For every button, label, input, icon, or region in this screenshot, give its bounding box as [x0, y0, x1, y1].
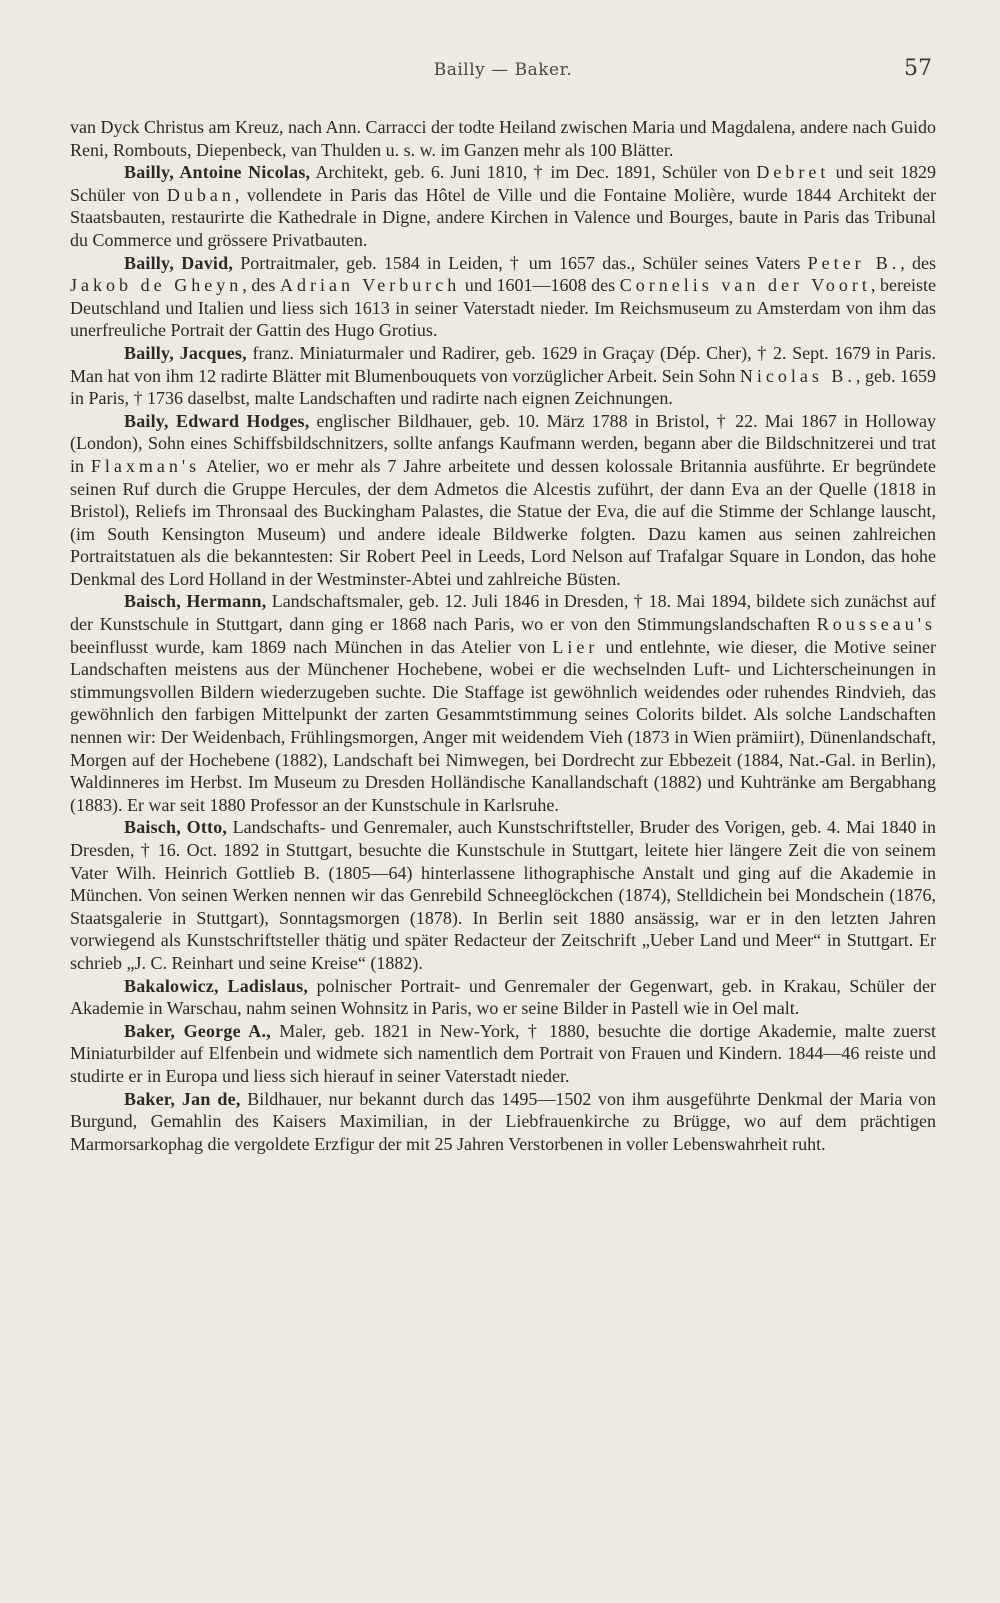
- spaced-name: Debret: [756, 162, 830, 183]
- entry-text: Maler, geb. 1821 in New-York, † 1880, besuchte die dortige Akademie, malte zuerst Miniaturbilder auf Elfenbein und widmete sich namentlich dem Portrait von Frauen und Kindern. 1844—46 reiste und studirte er in Europa und liess sich hierauf in seiner Vaterstadt nieder.: [70, 1020, 936, 1086]
- entry-text: und 1601—1608 des: [460, 275, 620, 296]
- entry-text: und entlehnte, wie dieser, die Motive seiner Landschaften meistens aus der Münchener Hochebene, wobei er die wechselnden Luft- und Lichterscheinungen in stimmungsvollen Bildern wiederzugeben suchte. Die Staffage ist gewöhnlich weidendes oder ruhendes Rindvieh, das gewöhnlich den farbigen Mittelpunkt der zarten Gesammtstimmung seines Colorits bildet. Als solche Landschaften nennen wir: Der Weidenbach, Frühlingsmorgen, Anger mit weidendem Vieh (1873 in Wien prämiirt), Dünenlandschaft, Morgen auf der Hochebene (1882), Landschaft bei Nimwegen, bei Dordrecht zur Ebbezeit (1884, Nat.-Gal. in Berlin), Waldinneres im Herbst. Im Museum zu Dresden Holländische Kanallandschaft (1882) und Kuhtränke am Bergabhang (1883). Er war seit 1880 Professor an der Kunstschule in Karlsruhe.: [70, 636, 936, 815]
- lexicon-entry: [70, 1088, 936, 1156]
- lexicon-entry: [70, 816, 936, 974]
- entry-text: Portraitmaler, geb. 1584 in Leiden, † um 1657 das., Schüler seines Vaters: [233, 252, 808, 273]
- entry-headword: Bakalowicz, Ladislaus,: [124, 975, 309, 996]
- spaced-name: Adrian Verburch: [279, 275, 461, 296]
- lexicon-entry: [70, 342, 936, 410]
- lexicon-entry: [70, 590, 936, 816]
- lexicon-entry: [70, 161, 936, 251]
- entry-headword: Baisch, Otto,: [124, 817, 228, 838]
- entry-headword: Baisch, Hermann,: [124, 591, 267, 612]
- spaced-name: Cornelis van der Voort: [619, 275, 871, 296]
- entry-text: beeinflusst wurde, kam 1869 nach München in das Atelier von: [70, 636, 553, 657]
- entry-headword: Baker, Jan de,: [124, 1088, 241, 1109]
- entry-text: Bildhauer, nur bekannt durch das 1495—1502 von ihm ausgeführte Denkmal der Maria von Burgund, Gemahlin des Kaisers Maximilian, in der Liebfrauenkirche zu Brügge, wo auf dem prächtigen Marmorsarkophag die vergoldete Erzfigur der mit 25 Jahren Verstorbenen in voller Lebenswahrheit ruht.: [70, 1088, 937, 1154]
- continued-text: [70, 116, 936, 161]
- entry-headword: Baily, Edward Hodges,: [124, 410, 310, 431]
- entry-headword: Bailly, Antoine Nicolas,: [124, 162, 311, 183]
- spaced-name: Nicolas B.: [739, 365, 856, 386]
- spaced-name: Duban: [166, 184, 235, 205]
- entry-text: , des: [242, 275, 280, 296]
- article-body: [70, 116, 936, 1155]
- entry-text: polnischer Portrait- und Genremaler der Gegenwart, geb. in Krakau, Schüler der Akademie in Warschau, nahm seinen Wohnsitz in Paris, wo er seine Bilder in Pastell wie in Oel malt.: [70, 975, 936, 1019]
- spaced-name: Lier: [552, 636, 599, 657]
- spaced-name: Jakob de Gheyn: [70, 275, 243, 296]
- entry-text: van Dyck Christus am Kreuz, nach Ann. Carracci der todte Heiland zwischen Maria und Magdalena, andere nach Guido Reni, Rombouts, Diepenbeck, van Thulden u. s. w. im Ganzen mehr als 100 Blätter.: [70, 117, 936, 160]
- lexicon-entry: [70, 410, 936, 591]
- entry-text: englischer Bildhauer, geb. 10. März 1788 in Bristol, † 22. Mai 1867 in Holloway (London), Sohn eines Schiffsbildschnitzers, sollte anfangs Kaufmann werden, begann aber die Bildschnitzerei und trat in: [70, 410, 936, 476]
- entry-text: , vollendete in Paris das Hôtel de Ville und die Fontaine Molière, wurde 1844 Architekt der Staatsbauten, restaurirte die Kathedrale in Digne, andere Kirchen in Valence und Bourges, baute in Paris das Tribunal du Commerce und grössere Privatbauten.: [70, 184, 936, 250]
- lexicon-entry: [70, 252, 936, 342]
- entry-text: , des: [900, 252, 936, 273]
- spaced-name: Flaxman's: [90, 455, 201, 476]
- entry-text: Landschaftsmaler, geb. 12. Juli 1846 in Dresden, † 18. Mai 1894, bildete sich zunächst auf der Kunstschule in Stuttgart, dann ging er 1868 nach Paris, wo er von den Stimmungslandschaften: [70, 591, 936, 635]
- entry-text: und seit 1829 Schüler von: [70, 162, 936, 205]
- spaced-name: Rousseau's: [816, 614, 936, 635]
- lexicon-entry: [70, 1020, 936, 1088]
- running-title: Bailly — Baker.: [433, 60, 573, 80]
- running-header: [70, 52, 936, 96]
- lexicon-entry: [70, 975, 936, 1020]
- entry-text: franz. Miniaturmaler und Radirer, geb. 1629 in Graçay (Dép. Cher), † 2. Sept. 1679 in Paris. Man hat von ihm 12 radirte Blätter mit Blumenbouquets von vorzüglicher Arbeit. Sein Sohn: [70, 342, 936, 386]
- entry-headword: Bailly, David,: [124, 252, 234, 273]
- spaced-name: Peter B.: [807, 252, 901, 273]
- entry-text: , bereiste Deutschland und Italien und liess sich 1613 in seiner Vaterstadt nieder. Im Reichsmuseum zu Amsterdam von ihm das unerfreuliche Portrait der Gattin des Hugo Grotius.: [70, 275, 936, 341]
- entry-text: Landschafts- und Genremaler, auch Kunstschriftsteller, Bruder des Vorigen, geb. 4. Mai 1840 in Dresden, † 16. Oct. 1892 in Stuttgart, besuchte die Kunstschule in Stuttgart, leitete hier längere Zeit die von seinem Vater Wilh. Heinrich Gottlieb B. (1805—64) hinterlassene lithographische Anstalt und ging auf die Akademie in München. Von seinen Werken nennen wir das Genrebild Schneeglöckchen (1874), Stelldichein bei Mondschein (1876, Staatsgalerie in Stuttgart), Sonntagsmorgen (1878). In Berlin seit 1880 ansässig, war er in den letzten Jahren vorwiegend als Kunstschriftsteller thätig und später Redacteur der Zeitschrift „Ueber Land und Meer“ in Stuttgart. Er schrieb „J. C. Reinhart und seine Kreise“ (1882).: [70, 817, 937, 973]
- entry-text: Architekt, geb. 6. Juni 1810, † im Dec. 1891, Schüler von: [310, 162, 757, 183]
- entry-headword: Bailly, Jacques,: [124, 342, 247, 363]
- entry-text: , geb. 1659 in Paris, † 1736 daselbst, malte Landschaften und radirte nach eignen Zeichnungen.: [70, 365, 936, 409]
- page-number: 57: [904, 56, 932, 81]
- entry-text: Atelier, wo er mehr als 7 Jahre arbeitete und dessen kolossale Britannia ausführte. Er begründete seinen Ruf durch die Gruppe Hercules, der dem Admetos die Alcestis zuführt, der dann Eva an der Quelle (1818 in Bristol), Reliefs im Thronsaal des Buckingham Palastes, die Statue der Eva, die auf die Stimme der Schlange lauscht, (im South Kensington Museum) und andere ideale Bildwerke folgten. Dazu kamen aus seinen zahlreichen Portraitstatuen als die bekanntesten: Sir Robert Peel in Leeds, Lord Nelson auf Trafalgar Square in London, das hohe Denkmal des Lord Holland in der Westminster-Abtei und zahlreiche Büsten.: [70, 455, 936, 589]
- entry-headword: Baker, George A.,: [124, 1020, 271, 1041]
